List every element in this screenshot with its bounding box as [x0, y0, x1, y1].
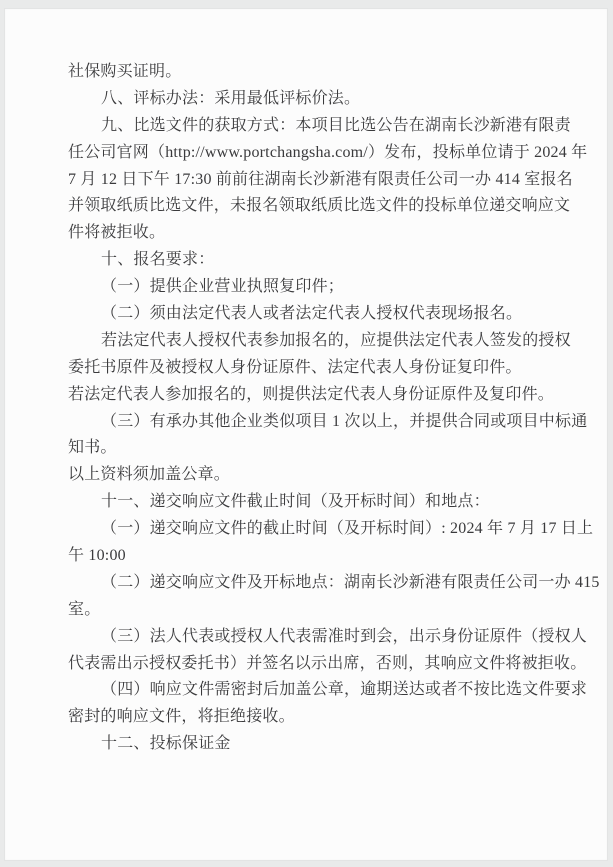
text-line: 十二、投标保证金: [101, 735, 231, 753]
text-line: 室。: [68, 600, 101, 618]
text-line: （二）须由法定代表人或者法定代表人授权代表现场报名。: [101, 305, 523, 323]
text-line: （二）递交响应文件及开标地点：湖南长沙新港有限责任公司一办 415: [101, 573, 600, 591]
scanned-page: [4, 8, 608, 861]
text-line: 7 月 12 日下午 17:30 前前往湖南长沙新港有限责任公司一办 414 室报名: [68, 170, 573, 188]
text-line: 社保购买证明。: [68, 63, 182, 80]
text-line: 若法定代表人授权代表参加报名的，应提供法定代表人签发的授权: [101, 331, 571, 349]
text-line: 知书。: [68, 439, 117, 457]
text-line: （一）递交响应文件的截止时间（及开标时间）: 2024 年 7 月 17 日上: [101, 520, 594, 538]
text-line: 午 10:00: [68, 547, 126, 565]
text-line: 代表需出示授权委托书）并签名以示出席，否则，其响应文件将被拒收。: [68, 654, 587, 672]
text-line: 若法定代表人参加报名的，则提供法定代表人身份证原件及复印件。: [68, 385, 555, 403]
text-line: 任公司官网（http://www.portchangsha.com/）发布，投标单位请于 2024 年: [68, 143, 588, 161]
text-line: 十、报名要求：: [101, 251, 215, 269]
text-line: （三）有承办其他企业类似项目 1 次以上，并提供合同或项目中标通: [101, 412, 588, 430]
text-line: 九、比选文件的获取方式：本项目比选公告在湖南长沙新港有限责: [101, 116, 571, 134]
text-line: 八、评标办法：采用最低评标价法。: [101, 89, 361, 107]
text-line: 委托书原件及被授权人身份证原件、法定代表人身份证复印件。: [68, 358, 522, 376]
text-line: 密封的响应文件，将拒绝接收。: [68, 708, 295, 726]
text-line: （一）提供企业营业执照复印件；: [101, 278, 345, 296]
text-line: 并领取纸质比选文件，未报名领取纸质比选文件的投标单位递交响应文: [68, 197, 571, 215]
text-line: （三）法人代表或授权人代表需准时到会，出示身份证原件（授权人: [101, 627, 588, 645]
text-line: 十一、递交响应文件截止时间（及开标时间）和地点：: [101, 493, 490, 511]
text-line: 以上资料须加盖公章。: [68, 466, 231, 484]
text-line: 件将被拒收。: [68, 224, 166, 242]
text-line: （四）响应文件需密封后加盖公章，逾期送达或者不按比选文件要求: [101, 681, 588, 699]
document-body: [68, 59, 600, 758]
